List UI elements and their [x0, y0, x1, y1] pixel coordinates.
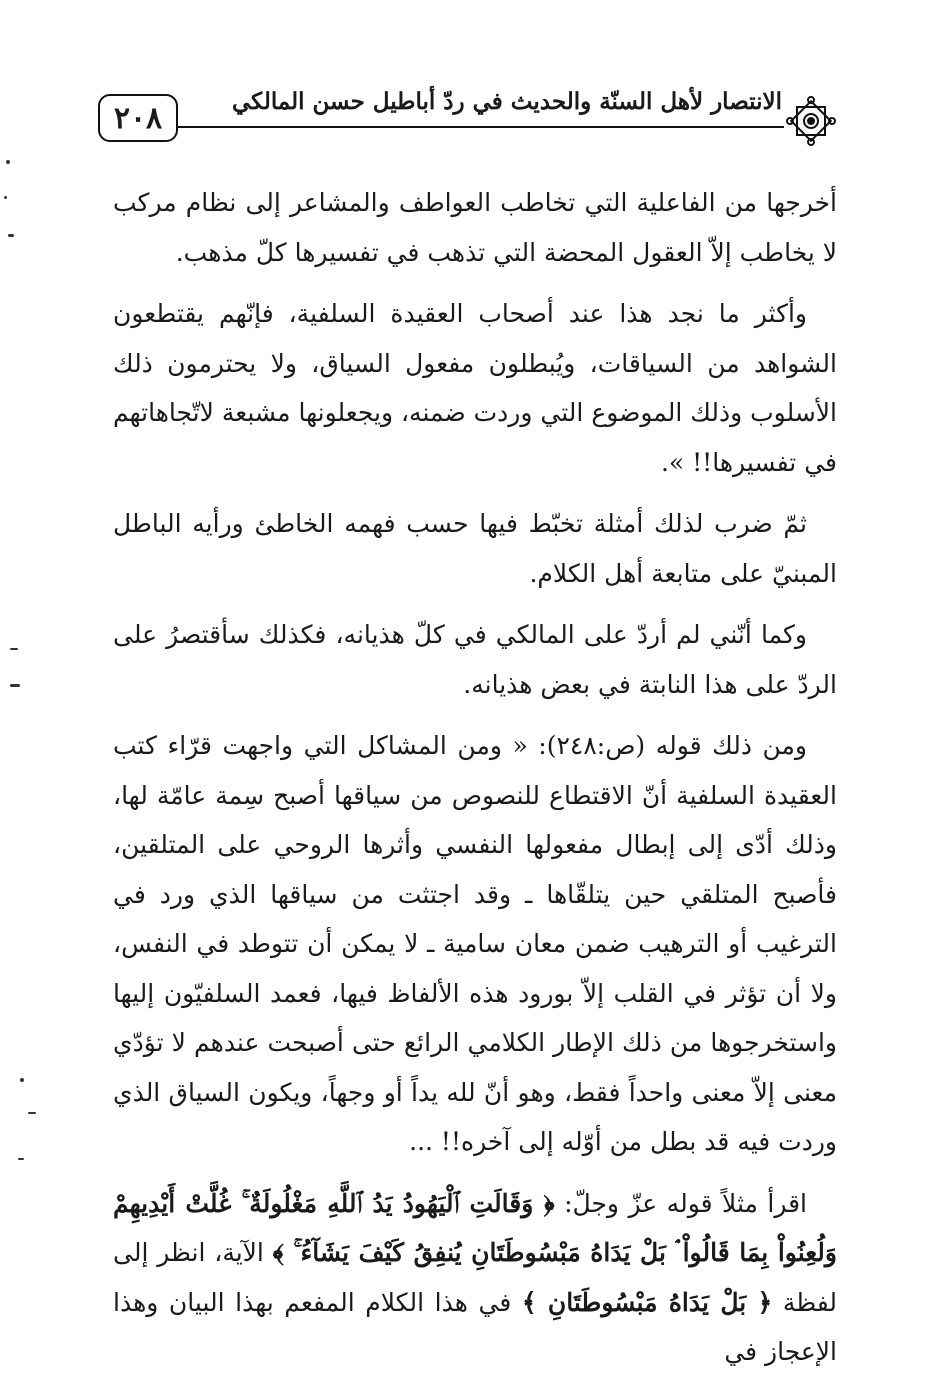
scan-mark: [20, 1078, 24, 1082]
paragraph-6: [113, 1179, 837, 1377]
paragraph-5: ومن ذلك قوله (ص:٢٤٨): « ومن المشاكل التي واجهت قرّاء كتب العقيدة السلفية أنّ الاقتطاع للنصوص من سياقها أصبح سِمة عامّة لها، وذلك أدّى إلى إبطال مفعولها النفسي وأثرها الروحي على المتلقين، فأصبح المتلقي حين يتلقّاها ـ وقد اجتثت من سياقها الذي ورد في الترغيب أو الترهيب ضمن معان سامية ـ لا يمكن أن تتوطد في النفس، ولا أن تؤثر في القلب إلاّ بورود هذه الألفاظ فيها، فعمد السلفيّون إليها واستخرجوها من ذلك الإطار الكلامي الرائع حتى أصبحت عندهم لا تؤدّي معنى إلاّ معنى واحداً فقط، وهو أنّ لله يداً أو وجهاً، ويكون السياق الذي وردت فيه قد بطل من أوّله إلى آخره!! ...: [113, 731, 837, 1156]
scan-mark: [6, 160, 10, 164]
quran-verse-2: ﴿ بَلْ يَدَاهُ مَبْسُوطَتَانِ ﴾: [521, 1287, 773, 1317]
paragraph-6-intro: اقرأ مثلاً قوله عزّ وجلّ:: [554, 1188, 808, 1218]
paragraph-4: وكما أنّني لم أردّ على المالكي في كلّ هذيانه، فكذلك سأقتصرُ على الردّ على هذا النابتة في بعض هذيانه.: [113, 620, 837, 699]
scan-mark: [18, 1158, 24, 1160]
scan-mark: [10, 648, 18, 650]
paragraph-3: ثمّ ضرب لذلك أمثلة تخبّط فيها حسب فهمه الخاطئ ورأيه الباطل المبنيّ على متابعة أهل الكلام.: [113, 509, 837, 588]
running-title: الانتصار لأهل السنّة والحديث في ردّ أباطيل حسن المالكي: [231, 88, 782, 115]
paragraph-2: وأكثر ما نجد هذا عند أصحاب العقيدة السلفية، فإنّهم يقتطعون الشواهد من السياقات، ويُبطلون مفعول السياق، ولا يحترمون ذلك الأسلوب وذلك الموضوع التي وردت ضمنه، ويجعلونها مشبعة لاتّجاهاتهم في تفسيرها!! ».: [113, 299, 837, 477]
paragraph-6-middle: الآية، انظر إلى لفظة: [113, 1238, 837, 1317]
page-body: [113, 178, 837, 1389]
scan-mark: [28, 1112, 36, 1114]
page-number: ٢٠٨: [98, 94, 178, 142]
scan-mark: [4, 196, 7, 199]
paragraph-1: أخرجها من الفاعلية التي تخاطب العواطف والمشاعر إلى نظام مركب لا يخاطب إلاّ العقول المحضة التي تذهب في تفسيرها كلّ مذهب.: [113, 188, 837, 267]
header-rule: [178, 126, 784, 128]
scan-mark: [10, 684, 20, 687]
scan-mark: [8, 234, 14, 237]
page-header: [98, 84, 838, 154]
quran-verse-1: ﴿ وَقَالَتِ ٱلْيَهُودُ يَدُ ٱللَّهِ مَغْلُولَةٌ ۚ غُلَّتْ أَيْدِيهِمْ وَلُعِنُواْ بِمَا قَالُواْ ۘ بَلْ يَدَاهُ مَبْسُوطَتَانِ يُنفِقُ كَيْفَ يَشَآءُ ۚ ﴾: [113, 1188, 837, 1267]
star-flower-icon: [784, 94, 838, 148]
paragraph-6-end: في هذا الكلام المفعم بهذا البيان وهذا الإعجاز في: [113, 1287, 837, 1366]
